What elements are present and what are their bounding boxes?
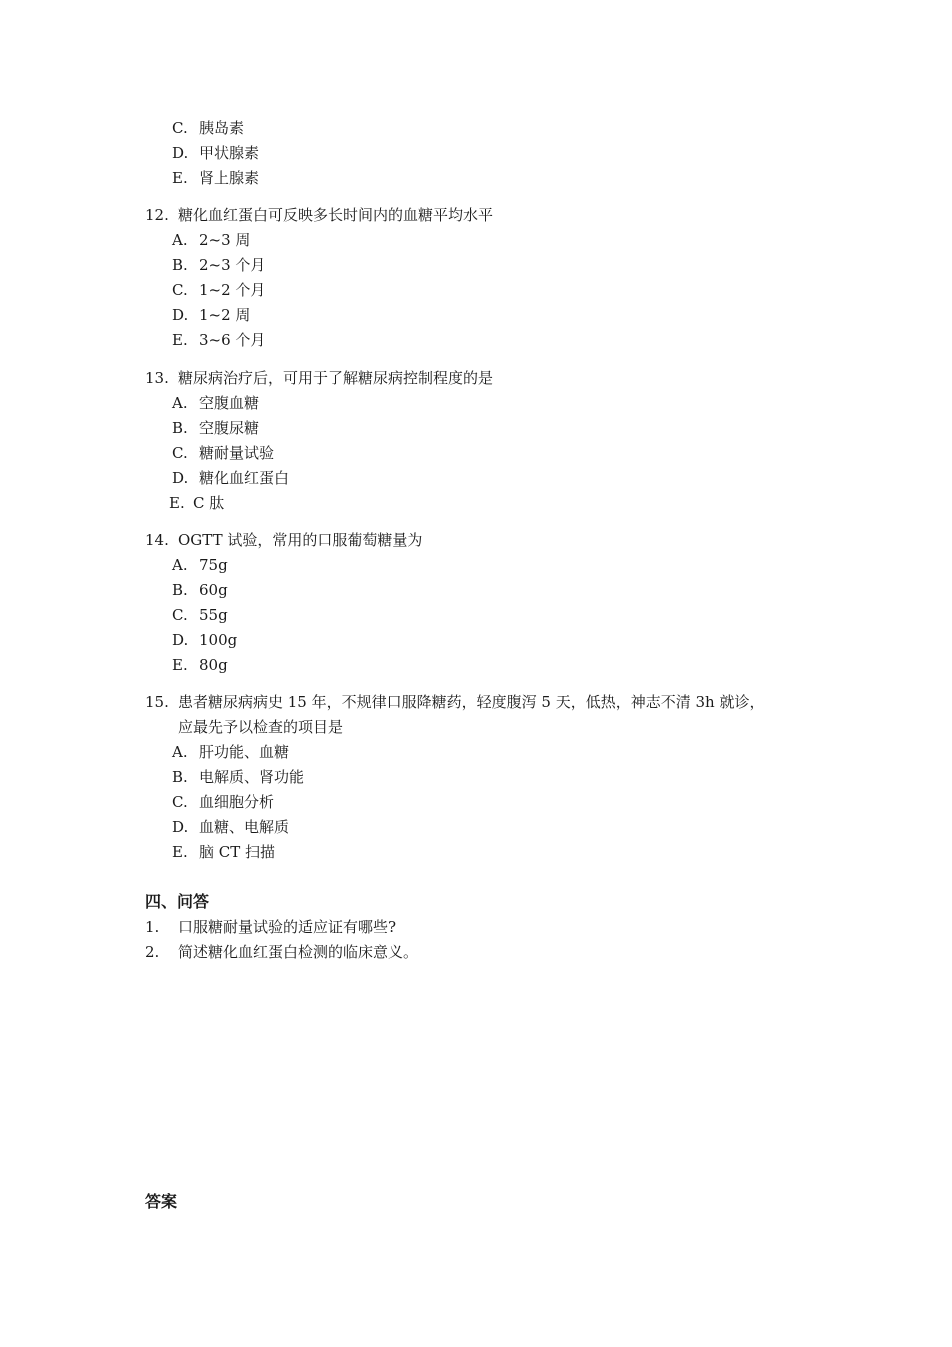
question-12: 12. 糖化血红蛋白可反映多长时间内的血糖平均水平 [145,206,494,224]
q15-option-c: C. 血细胞分析 [172,793,275,811]
q13-option-e: E. C 肽 [169,494,225,512]
question-14: 14. OGTT 试验，常用的口服葡萄糖量为 [145,531,423,549]
question-15-continued: 应最先予以检查的项目是 [178,718,344,736]
q13-option-b: B. 空腹尿糖 [172,419,260,437]
section-4-heading: 四、问答 [145,892,210,911]
q14-option-d: D. 100g [172,631,238,649]
question-15: 15. 患者糖尿病病史 15 年，不规律口服降糖药，轻度腹泻 5 天，低热，神志不清 3h 就诊， [145,693,765,711]
answers-heading: 答案 [145,1192,178,1211]
q14-option-a: A. 75g [172,556,228,574]
q12-option-d: D. 1~2 周 [172,306,251,324]
q11-option-e: E. 肾上腺素 [172,169,260,187]
question-13: 13. 糖尿病治疗后，可用于了解糖尿病控制程度的是 [145,369,494,387]
q13-option-c: C. 糖耐量试验 [172,444,275,462]
q11-option-d: D. 甲状腺素 [172,144,260,162]
q13-option-a: A. 空腹血糖 [172,394,260,412]
q14-option-b: B. 60g [172,581,228,599]
q12-option-a: A. 2~3 周 [172,231,251,249]
q15-option-b: B. 电解质、肾功能 [172,768,305,786]
q14-option-c: C. 55g [172,606,228,624]
q14-option-e: E. 80g [172,656,228,674]
q12-option-e: E. 3~6 个月 [172,331,266,349]
q12-option-b: B. 2~3 个月 [172,256,266,274]
essay-question-1: 1. 口服糖耐量试验的适应证有哪些? [145,918,397,936]
q15-option-d: D. 血糖、电解质 [172,818,290,836]
essay-question-2: 2. 简述糖化血红蛋白检测的临床意义。 [145,943,419,961]
q15-option-e: E. 脑 CT 扫描 [172,843,276,861]
q13-option-d: D. 糖化血红蛋白 [172,469,290,487]
q11-option-c: C. 胰岛素 [172,119,245,137]
q15-option-a: A. 肝功能、血糖 [172,743,290,761]
q12-option-c: C. 1~2 个月 [172,281,266,299]
